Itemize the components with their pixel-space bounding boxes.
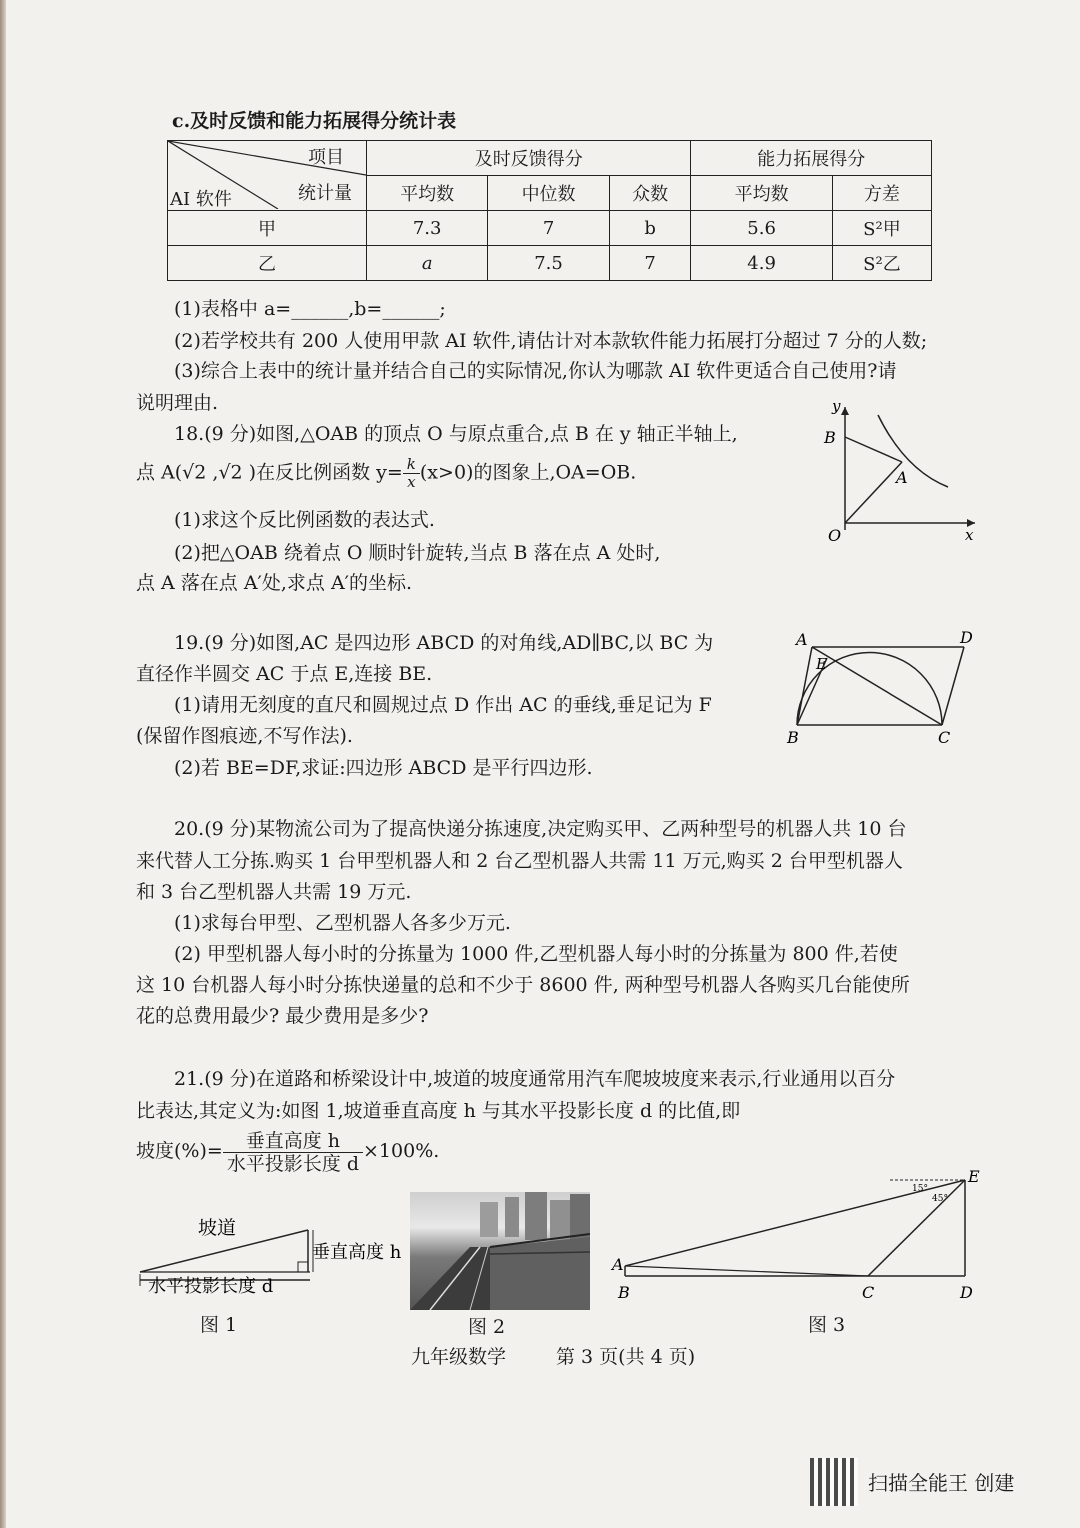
- bridge-photo-drawing: [410, 1192, 590, 1310]
- table-cell: 7.5: [488, 246, 609, 281]
- q19-line: (1)请用无刻度的直尺和圆规过点 D 作出 AC 的垂线,垂足记为 F: [174, 694, 712, 716]
- q17-line: (1)表格中 a=______,b=______;: [174, 298, 446, 320]
- point-b-label: B: [787, 728, 799, 747]
- point-b-label: B: [824, 428, 836, 447]
- table-cell: 7: [488, 211, 609, 246]
- figure-1: [130, 1210, 420, 1300]
- axis-x-label: x: [965, 526, 974, 544]
- table-row: [168, 246, 932, 281]
- slope-label: 坡道: [198, 1217, 237, 1239]
- table-cell: 4.9: [691, 246, 832, 281]
- q20-line: (2) 甲型机器人每小时的分拣量为 1000 件,乙型机器人每小时的分拣量为 800 件,若使: [174, 943, 898, 965]
- table-cell: 7.3: [367, 211, 488, 246]
- table-title: c.及时反馈和能力拓展得分统计表: [172, 110, 457, 132]
- group-header-ability: 能力拓展得分: [691, 141, 932, 176]
- col-header: 中位数: [488, 176, 609, 211]
- q19-line: 19.(9 分)如图,AC 是四边形 ABCD 的对角线,AD∥BC,以 BC 为: [174, 632, 714, 654]
- formula-right: ×100%.: [363, 1140, 440, 1162]
- point-a-label: A: [896, 468, 908, 487]
- point-d-label: D: [960, 628, 973, 647]
- table-cell: S²乙: [832, 246, 931, 281]
- q20-line: 和 3 台乙型机器人共需 19 万元.: [136, 881, 412, 903]
- point-d-label: D: [960, 1283, 973, 1302]
- q20-line: 花的总费用最少? 最少费用是多少?: [136, 1005, 429, 1027]
- q18-line: (2)把△OAB 绕着点 O 顺时针旋转,当点 B 落在点 A 处时,: [174, 542, 661, 564]
- qr-code: [810, 1458, 858, 1506]
- q17-line: (3)综合上表中的统计量并结合自己的实际情况,你认为哪款 AI 软件更适合自己使用?请: [174, 360, 897, 382]
- q19-figure: [782, 625, 982, 750]
- angle-45-label: 45°: [932, 1194, 948, 1204]
- q20-line: (1)求每台甲型、乙型机器人各多少万元.: [174, 912, 511, 934]
- q17-line: (2)若学校共有 200 人使用甲款 AI 软件,请估计对本款软件能力拓展打分超过 7 分的人数;: [174, 330, 928, 352]
- scan-edge: [0, 0, 6, 1528]
- q20-line: 20.(9 分)某物流公司为了提高快递分拣速度,决定购买甲、乙两种型号的机器人共 10 台: [174, 818, 907, 840]
- point-a-label: A: [796, 630, 808, 649]
- group-header-feedback: 及时反馈得分: [367, 141, 691, 176]
- col-header: 众数: [609, 176, 691, 211]
- q19-line: 直径作半圆交 AC 于点 E,连接 BE.: [136, 663, 433, 685]
- figure-2-caption: 图 2: [468, 1316, 506, 1338]
- q18-figure: [810, 395, 980, 545]
- figure-3-caption: 图 3: [808, 1314, 846, 1336]
- point-a-label: A: [612, 1255, 624, 1274]
- figure-3: [610, 1160, 990, 1310]
- bridge-photo: [410, 1192, 590, 1310]
- row-name: 甲: [168, 211, 367, 246]
- footer-subject: 九年级数学: [411, 1346, 507, 1368]
- formula-fraction: $\frac{\text{垂直高度 h}}{\text{水平投影长度 d}}$: [223, 1130, 363, 1175]
- table-row: [168, 211, 932, 246]
- point-e-label: E: [816, 655, 827, 673]
- table-cell: b: [609, 211, 691, 246]
- corner-cell: [168, 141, 367, 211]
- q21-line: 比表达,其定义为:如图 1,坡道垂直高度 h 与其水平投影长度 d 的比值,即: [136, 1100, 741, 1122]
- point-o-label: O: [828, 526, 842, 545]
- q18-text: (x>0)的图象上,OA=OB.: [419, 461, 637, 484]
- q18-text: 点 A(√2 ,√2 )在反比例函数 y=: [136, 461, 403, 484]
- height-label: 垂直高度 h: [312, 1242, 402, 1263]
- formula-left: 坡度(%)=: [136, 1140, 223, 1162]
- score-table: [167, 140, 932, 281]
- length-label: 水平投影长度 d: [148, 1276, 274, 1297]
- corner-left: AI 软件: [170, 189, 232, 210]
- q20-line: 来代替人工分拣.购买 1 台甲型机器人和 2 台乙型机器人共需 11 万元,购买 2 台甲型机器人: [136, 850, 903, 872]
- col-header: 平均数: [691, 176, 832, 211]
- point-c-label: C: [938, 728, 951, 747]
- point-c-label: C: [862, 1283, 875, 1302]
- footer-page: 第 3 页(共 4 页): [556, 1346, 696, 1368]
- table-cell: a: [367, 246, 488, 281]
- corner-top: 项目: [308, 147, 344, 168]
- q17-line: 说明理由.: [136, 392, 219, 414]
- q21-formula: [136, 1128, 439, 1175]
- angle-15-label: 15°: [912, 1184, 928, 1194]
- table-cell: 5.6: [691, 211, 832, 246]
- q18-line: (1)求这个反比例函数的表达式.: [174, 509, 435, 531]
- point-e-label: E: [968, 1167, 980, 1186]
- table-cell: 7: [609, 246, 691, 281]
- q20-line: 这 10 台机器人每小时分拣快递量的总和不少于 8600 件, 两种型号机器人各购买几台能使所: [136, 974, 910, 996]
- q19-line: (保留作图痕迹,不写作法).: [136, 725, 353, 747]
- corner-mid: 统计量: [298, 183, 352, 204]
- row-name: 乙: [168, 246, 367, 281]
- point-b-label: B: [618, 1283, 630, 1302]
- axis-y-label: y: [832, 397, 841, 415]
- q18-line: 18.(9 分)如图,△OAB 的顶点 O 与原点重合,点 B 在 y 轴正半轴上,: [174, 423, 738, 445]
- q18-line-formula: [136, 456, 636, 491]
- q18-line: 点 A 落在点 A′处,求点 A′的坐标.: [136, 572, 413, 594]
- figure-1-caption: 图 1: [200, 1314, 238, 1336]
- scanner-watermark: 扫描全能王 创建: [868, 1471, 1015, 1495]
- q18-fraction: $\frac{k}{x}$: [403, 456, 420, 491]
- q19-line: (2)若 BE=DF,求证:四边形 ABCD 是平行四边形.: [174, 757, 593, 779]
- col-header: 平均数: [367, 176, 488, 211]
- col-header: 方差: [832, 176, 931, 211]
- q21-line: 21.(9 分)在道路和桥梁设计中,坡道的坡度通常用汽车爬坡坡度来表示,行业通用以百分: [174, 1068, 896, 1090]
- table-cell: S²甲: [832, 211, 931, 246]
